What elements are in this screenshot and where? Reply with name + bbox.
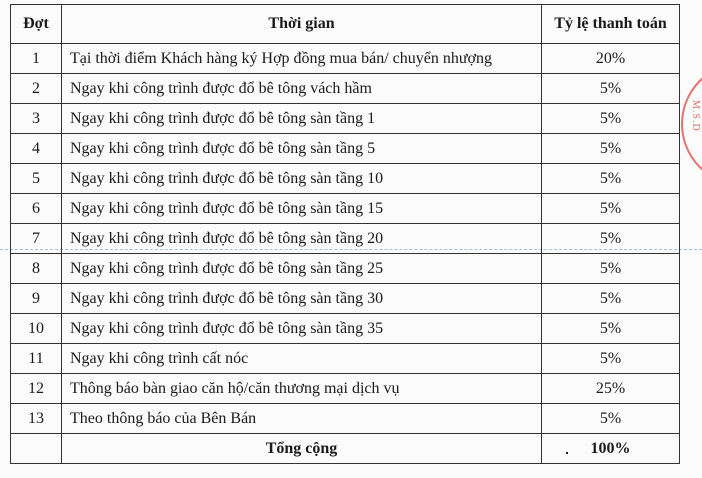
row-rate: 5% [542, 284, 680, 314]
table-row [11, 344, 680, 374]
total-empty-cell [11, 434, 62, 464]
row-dot: 5 [11, 164, 62, 194]
row-rate: 5% [542, 104, 680, 134]
table-row [11, 284, 680, 314]
row-rate: 5% [542, 314, 680, 344]
row-time: Ngay khi công trình được đổ bê tông sàn tầng 20 [62, 224, 542, 254]
total-label: Tổng cộng [62, 434, 542, 464]
row-dot: 7 [11, 224, 62, 254]
row-time: Ngay khi công trình được đổ bê tông sàn tầng 15 [62, 194, 542, 224]
row-time: Ngay khi công trình được đổ bê tông sàn tầng 35 [62, 314, 542, 344]
row-rate: 5% [542, 164, 680, 194]
table-row [11, 194, 680, 224]
total-rate: 100% [542, 434, 680, 464]
table-row [11, 44, 680, 74]
total-row [11, 434, 680, 464]
row-dot: 2 [11, 74, 62, 104]
row-time: Thông báo bàn giao căn hộ/căn thương mại dịch vụ [62, 374, 542, 404]
row-dot: 11 [11, 344, 62, 374]
row-rate: 5% [542, 194, 680, 224]
row-dot: 9 [11, 284, 62, 314]
row-dot: 1 [11, 44, 62, 74]
row-time: Ngay khi công trình cất nóc [62, 344, 542, 374]
row-rate: 5% [542, 404, 680, 434]
payment-schedule-table [10, 4, 680, 464]
table-row [11, 134, 680, 164]
header-rate: Tỷ lệ thanh toán [542, 5, 680, 44]
row-rate: 5% [542, 134, 680, 164]
table-row [11, 224, 680, 254]
row-dot: 4 [11, 134, 62, 164]
table-header-row [11, 5, 680, 44]
table-row [11, 404, 680, 434]
row-rate: 5% [542, 224, 680, 254]
row-dot: 8 [11, 254, 62, 284]
row-time: Ngay khi công trình được đổ bê tông sàn tầng 1 [62, 104, 542, 134]
row-time: Ngay khi công trình được đổ bê tông sàn tầng 25 [62, 254, 542, 284]
row-rate: 20% [542, 44, 680, 74]
row-dot: 6 [11, 194, 62, 224]
row-rate: 5% [542, 344, 680, 374]
header-time: Thời gian [62, 5, 542, 44]
stamp-text: M.S.D [690, 100, 701, 132]
table-row [11, 314, 680, 344]
table-row [11, 254, 680, 284]
row-rate: 5% [542, 74, 680, 104]
row-dot: 3 [11, 104, 62, 134]
row-time: Theo thông báo của Bên Bán [62, 404, 542, 434]
table-row [11, 374, 680, 404]
header-dot: Đợt [11, 5, 62, 44]
row-time: Ngay khi công trình được đổ bê tông sàn tầng 30 [62, 284, 542, 314]
table-row [11, 104, 680, 134]
row-rate: 5% [542, 254, 680, 284]
table-row [11, 74, 680, 104]
row-dot: 12 [11, 374, 62, 404]
row-time: Tại thời điểm Khách hàng ký Hợp đồng mua bán/ chuyển nhượng [62, 44, 542, 74]
row-time: Ngay khi công trình được đổ bê tông sàn tầng 10 [62, 164, 542, 194]
row-dot: 13 [11, 404, 62, 434]
row-dot: 10 [11, 314, 62, 344]
row-time: Ngay khi công trình được đổ bê tông sàn tầng 5 [62, 134, 542, 164]
row-rate: 25% [542, 374, 680, 404]
row-time: Ngay khi công trình được đổ bê tông vách hầm [62, 74, 542, 104]
table-row [11, 164, 680, 194]
